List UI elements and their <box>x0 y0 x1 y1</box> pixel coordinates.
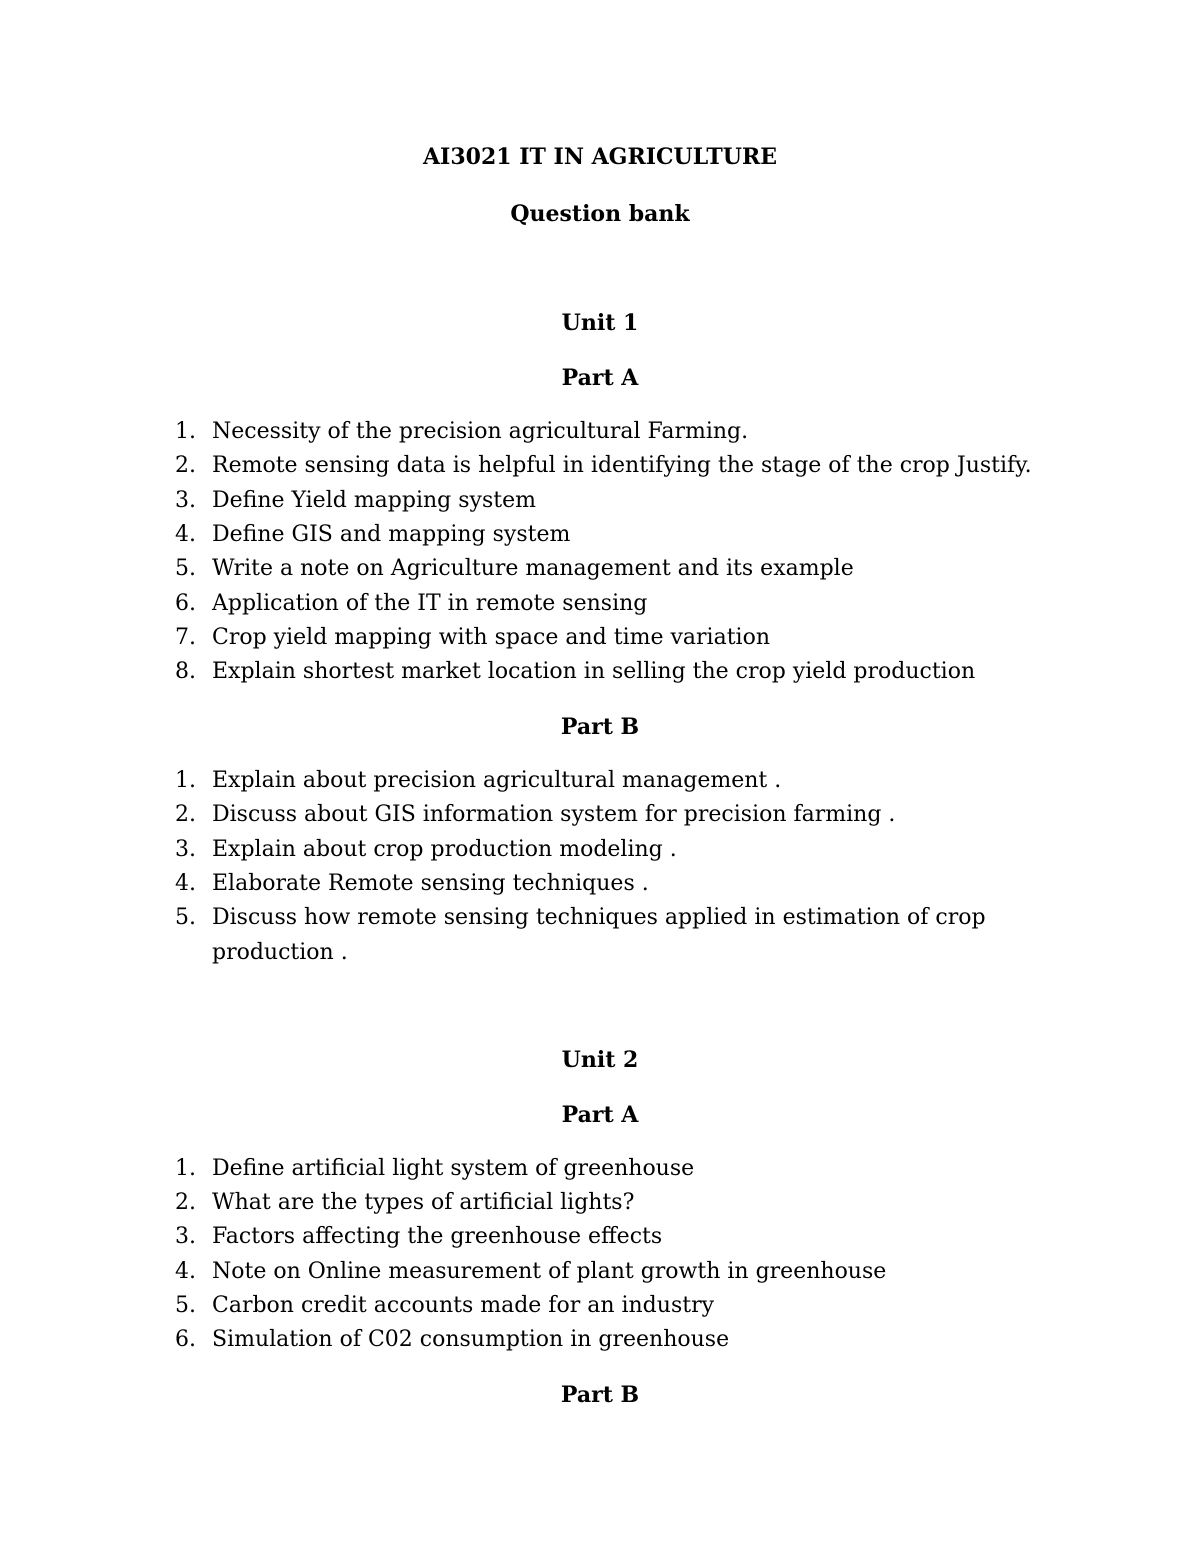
list-item-number: 5. <box>175 905 196 930</box>
unit-1-heading: Unit 1 <box>561 310 639 336</box>
list-item-text: Explain about crop production modeling . <box>212 837 677 862</box>
list-item-number: 1. <box>175 1156 196 1181</box>
list-item-text: Factors affecting the greenhouse effects <box>212 1224 663 1249</box>
list-item-number: 3. <box>175 1224 196 1249</box>
list-item-text: Explain shortest market location in selling the crop yield production <box>212 659 976 684</box>
document-title: AI3021 IT IN AGRICULTURE <box>422 144 778 170</box>
list-item-number: 6. <box>175 591 196 616</box>
list-item-text: Elaborate Remote sensing techniques . <box>212 871 649 896</box>
list-item-text: Discuss how remote sensing techniques applied in estimation of crop <box>212 905 986 930</box>
list-item-text: Carbon credit accounts made for an industry <box>212 1293 715 1318</box>
list-item-number: 4. <box>175 871 196 896</box>
list-item-number: 2. <box>175 802 196 827</box>
list-item-text: Discuss about GIS information system for precision farming . <box>212 802 896 827</box>
list-item-number: 1. <box>175 768 196 793</box>
unit-2-heading: Unit 2 <box>561 1047 639 1073</box>
unit-1-part-a-heading: Part A <box>561 365 639 391</box>
list-item-number: 6. <box>175 1327 196 1352</box>
document-subtitle: Question bank <box>510 201 690 227</box>
list-item-number: 5. <box>175 1293 196 1318</box>
list-item-text: Application of the IT in remote sensing <box>212 591 648 616</box>
list-item-text: Write a note on Agriculture management and its example <box>212 556 854 581</box>
list-item-number: 8. <box>175 659 196 684</box>
unit-2-part-b-heading: Part B <box>560 1382 640 1408</box>
unit-2-part-a-heading: Part A <box>561 1102 639 1128</box>
list-item-number: 2. <box>175 1190 196 1215</box>
list-item-number: 7. <box>175 625 196 650</box>
list-item-text: Remote sensing data is helpful in identifying the stage of the crop Justify. <box>212 453 1032 478</box>
list-item-number: 4. <box>175 522 196 547</box>
list-item-text: Define artificial light system of greenhouse <box>212 1156 695 1181</box>
list-item-text: Define GIS and mapping system <box>212 522 571 547</box>
list-item-text-continuation: production . <box>212 940 348 965</box>
list-item-number: 4. <box>175 1259 196 1284</box>
list-item-number: 3. <box>175 488 196 513</box>
list-item-text: Simulation of C02 consumption in greenhouse <box>212 1327 730 1352</box>
list-item-text: What are the types of artificial lights? <box>212 1190 635 1215</box>
list-item-text: Explain about precision agricultural management . <box>212 768 782 793</box>
list-item-number: 5. <box>175 556 196 581</box>
list-item-text: Crop yield mapping with space and time variation <box>212 625 771 650</box>
list-item-text: Necessity of the precision agricultural Farming. <box>212 419 749 444</box>
list-item-number: 3. <box>175 837 196 862</box>
unit-1-part-b-heading: Part B <box>560 714 640 740</box>
list-item-text: Define Yield mapping system <box>212 488 536 513</box>
list-item-text: Note on Online measurement of plant growth in greenhouse <box>212 1259 887 1284</box>
list-item-number: 1. <box>175 419 196 444</box>
list-item-number: 2. <box>175 453 196 478</box>
